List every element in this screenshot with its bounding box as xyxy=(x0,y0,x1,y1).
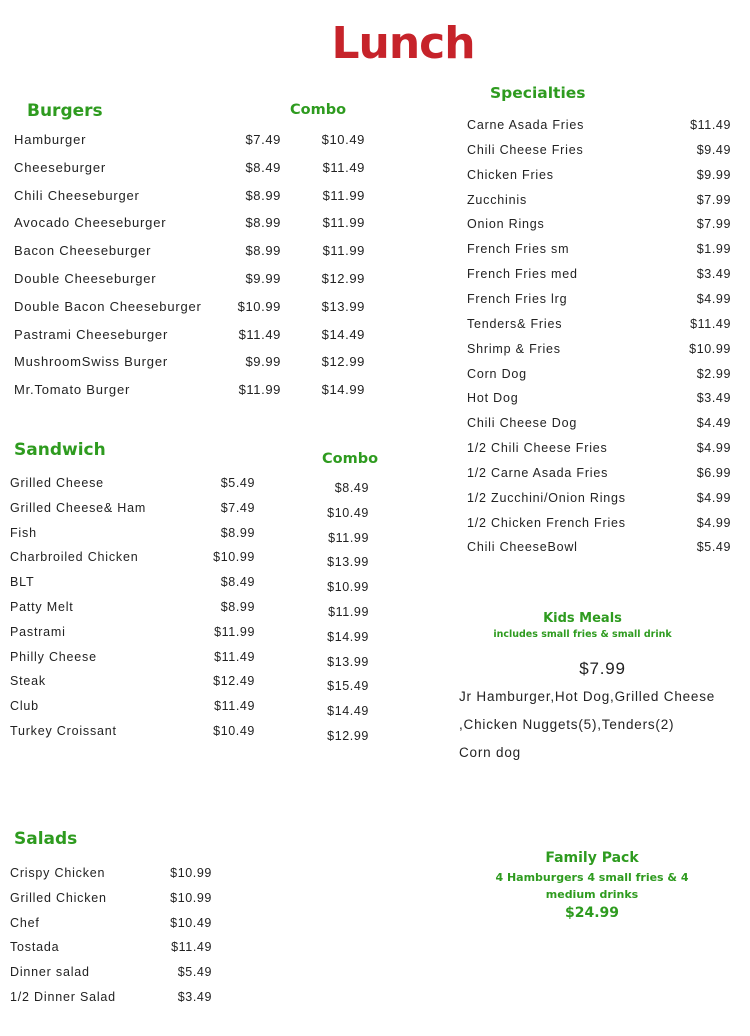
sandwich-item-price: $8.49 xyxy=(220,575,255,590)
specialties-item-name: French Fries sm xyxy=(467,242,570,257)
burgers-item-combo-price: $11.99 xyxy=(322,215,365,231)
sandwich-item-price: $11.99 xyxy=(214,624,255,639)
burgers-heading: Burgers xyxy=(27,101,103,121)
burgers-item-price: $8.49 xyxy=(245,159,281,175)
sandwich-item-price: $10.99 xyxy=(213,550,255,565)
burgers-item-combo-price: $12.99 xyxy=(321,354,365,370)
family-line-1: 4 Hamburgers 4 small fries & 4 xyxy=(495,871,689,884)
burgers-item-combo-price: $11.49 xyxy=(322,159,365,175)
sandwich-item-combo-price: $12.99 xyxy=(327,729,369,743)
burgers-item-price: $8.99 xyxy=(245,187,281,203)
kids-price: $7.99 xyxy=(579,659,626,678)
salads-item-price: $10.99 xyxy=(170,866,212,880)
sandwich-item-name: Grilled Cheese& Ham xyxy=(10,500,147,515)
sandwich-heading: Sandwich xyxy=(14,440,106,460)
salads-item-name: Tostada xyxy=(10,940,60,955)
specialties-item-name: Zucchinis xyxy=(467,192,527,207)
specialties-item-name: Chili Cheese Fries xyxy=(467,142,584,157)
salads-item-price: $5.49 xyxy=(177,965,212,980)
specialties-item-name: 1/2 Chili Cheese Fries xyxy=(467,441,608,456)
sandwich-item-name: Steak xyxy=(10,674,46,689)
sandwich-item-name: Charbroiled Chicken xyxy=(10,550,139,565)
specialties-item-price: $11.49 xyxy=(690,316,731,331)
sandwich-item-combo-price: $13.99 xyxy=(327,555,369,570)
specialties-item-price: $6.99 xyxy=(696,465,731,480)
specialties-item-price: $3.49 xyxy=(696,391,731,406)
burgers-item-price: $9.99 xyxy=(245,271,281,286)
sandwich-item-name: Patty Melt xyxy=(10,600,74,614)
specialties-item-name: Carne Asada Fries xyxy=(467,118,585,132)
sandwich-item-combo-price: $15.49 xyxy=(327,679,369,694)
specialties-item-price: $2.99 xyxy=(696,366,731,381)
sandwich-item-price: $10.49 xyxy=(213,724,255,738)
sandwich-item-combo-price: $8.49 xyxy=(334,481,369,495)
salads-heading: Salads xyxy=(14,829,78,849)
specialties-item-name: Hot Dog xyxy=(467,391,519,406)
salads-item-price: $10.49 xyxy=(170,915,212,930)
specialties-item-price: $4.99 xyxy=(696,490,731,505)
sandwich-combo-heading: Combo xyxy=(322,451,379,467)
sandwich-item-combo-price: $10.99 xyxy=(327,580,369,595)
sandwich-item-name: Club xyxy=(10,699,39,714)
family-line-2: medium drinks xyxy=(545,888,639,901)
specialties-item-name: 1/2 Chicken French Fries xyxy=(467,515,626,530)
kids-line-1: Jr Hamburger,Hot Dog,Grilled Cheese xyxy=(459,689,716,704)
sandwich-item-combo-price: $14.99 xyxy=(327,629,369,644)
family-price: $24.99 xyxy=(564,905,620,921)
specialties-item-name: 1/2 Zucchini/Onion Rings xyxy=(467,490,626,505)
specialties-item-price: $11.49 xyxy=(690,118,731,132)
sandwich-item-combo-price: $14.49 xyxy=(327,704,369,719)
burgers-item-price: $9.99 xyxy=(245,354,281,370)
kids-heading: Kids Meals xyxy=(543,611,622,626)
sandwich-item-price: $11.49 xyxy=(214,699,255,714)
burgers-item-name: Mr.Tomato Burger xyxy=(14,382,131,398)
burgers-item-combo-price: $14.49 xyxy=(321,326,365,342)
sandwich-item-price: $8.99 xyxy=(220,600,255,614)
burgers-item-combo-price: $13.99 xyxy=(321,298,365,314)
specialties-item-name: Chicken Fries xyxy=(467,167,554,182)
specialties-item-name: French Fries lrg xyxy=(467,291,568,306)
specialties-item-name: Chili CheeseBowl xyxy=(467,540,578,555)
sandwich-item-combo-price: $11.99 xyxy=(328,530,369,545)
burgers-item-price: $8.99 xyxy=(245,243,281,259)
sandwich-item-price: $12.49 xyxy=(213,674,255,689)
burgers-item-name: MushroomSwiss Burger xyxy=(14,354,168,370)
specialties-item-name: Shrimp & Fries xyxy=(467,341,561,356)
specialties-item-price: $4.49 xyxy=(696,416,731,431)
sandwich-item-price: $11.49 xyxy=(214,649,255,664)
burgers-combo-heading: Combo xyxy=(290,102,347,118)
burgers-item-combo-price: $10.49 xyxy=(321,132,365,147)
sandwich-item-name: Fish xyxy=(10,525,37,540)
sandwich-item-name: Philly Cheese xyxy=(10,649,97,664)
salads-item-name: 1/2 Dinner Salad xyxy=(10,990,116,1004)
burgers-item-name: Cheeseburger xyxy=(14,159,106,175)
specialties-item-name: 1/2 Carne Asada Fries xyxy=(467,465,609,480)
specialties-item-price: $9.99 xyxy=(696,167,731,182)
sandwich-item-name: Pastrami xyxy=(10,624,66,639)
burgers-item-price: $8.99 xyxy=(245,215,281,231)
salads-item-name: Crispy Chicken xyxy=(10,866,106,880)
burgers-item-name: Bacon Cheeseburger xyxy=(14,243,152,259)
specialties-item-name: Onion Rings xyxy=(467,217,545,232)
specialties-heading: Specialties xyxy=(490,84,586,102)
specialties-item-price: $3.49 xyxy=(696,267,731,282)
burgers-item-combo-price: $11.99 xyxy=(322,187,365,203)
specialties-item-price: $7.99 xyxy=(696,217,731,232)
specialties-item-price: $4.99 xyxy=(696,515,731,530)
family-heading: Family Pack xyxy=(545,850,639,866)
salads-item-name: Dinner salad xyxy=(10,965,90,980)
sandwich-item-combo-price: $11.99 xyxy=(328,605,369,619)
specialties-item-name: Chili Cheese Dog xyxy=(467,416,578,431)
specialties-item-price: $10.99 xyxy=(689,341,731,356)
burgers-item-name: Pastrami Cheeseburger xyxy=(14,326,169,342)
specialties-item-price: $4.99 xyxy=(696,291,731,306)
kids-line-2: ,Chicken Nuggets(5),Tenders(2) xyxy=(459,717,675,732)
sandwich-item-combo-price: $10.49 xyxy=(327,505,369,520)
sandwich-item-price: $5.49 xyxy=(220,476,255,490)
sandwich-item-combo-price: $13.99 xyxy=(327,654,369,669)
specialties-item-price: $1.99 xyxy=(696,242,731,257)
salads-item-price: $11.49 xyxy=(171,940,212,955)
burgers-item-price: $11.99 xyxy=(238,382,281,398)
kids-line-3: Corn dog xyxy=(459,745,521,760)
burgers-item-name: Chili Cheeseburger xyxy=(14,187,140,203)
sandwich-item-name: Grilled Cheese xyxy=(10,476,104,490)
specialties-item-price: $9.49 xyxy=(696,142,731,157)
salads-item-price: $10.99 xyxy=(170,890,212,905)
specialties-item-price: $7.99 xyxy=(696,192,731,207)
salads-item-name: Grilled Chicken xyxy=(10,890,107,905)
sandwich-item-name: BLT xyxy=(10,575,35,590)
specialties-item-name: Corn Dog xyxy=(467,366,527,381)
sandwich-item-name: Turkey Croissant xyxy=(10,724,117,738)
salads-item-name: Chef xyxy=(10,915,40,930)
salads-item-price: $3.49 xyxy=(177,990,212,1004)
specialties-item-name: Tenders& Fries xyxy=(467,316,563,331)
sandwich-item-price: $7.49 xyxy=(220,500,255,515)
specialties-item-name: French Fries med xyxy=(467,267,578,282)
burgers-item-name: Avocado Cheeseburger xyxy=(14,215,167,231)
burgers-item-combo-price: $12.99 xyxy=(321,271,365,286)
burgers-item-name: Double Bacon Cheeseburger xyxy=(14,298,202,314)
burgers-item-name: Double Cheeseburger xyxy=(14,271,157,286)
kids-subheading: includes small fries & small drink xyxy=(493,629,672,640)
burgers-item-combo-price: $11.99 xyxy=(322,243,365,259)
burgers-item-price: $11.49 xyxy=(238,326,281,342)
sandwich-item-price: $8.99 xyxy=(220,525,255,540)
burgers-item-combo-price: $14.99 xyxy=(321,382,365,398)
page-title: Lunch xyxy=(331,18,475,69)
burgers-item-price: $10.99 xyxy=(237,298,281,314)
burgers-item-price: $7.49 xyxy=(245,132,281,147)
specialties-item-price: $4.99 xyxy=(696,441,731,456)
burgers-item-name: Hamburger xyxy=(14,132,87,147)
specialties-item-price: $5.49 xyxy=(696,540,731,555)
